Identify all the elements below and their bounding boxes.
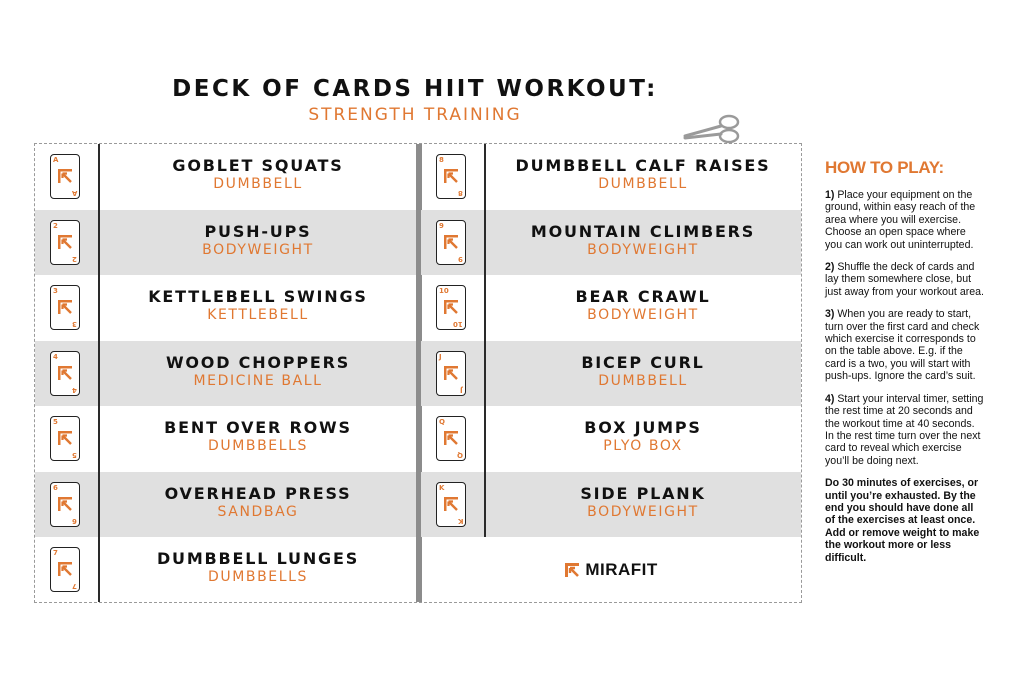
closing-note: Do 30 minutes of exercises, or until you’re exhausted. By the end you should have done all of the exercises at least once. Add or remove weight to make the workout more or less difficult.: [825, 477, 980, 564]
card-rank: 2: [53, 221, 58, 230]
table-row: [421, 406, 801, 472]
card-rank: K: [457, 516, 463, 525]
mirafit-mark-icon: [443, 234, 459, 250]
exercise-equipment: SANDBAG: [217, 503, 299, 520]
exercise-equipment: BODYWEIGHT: [587, 307, 699, 323]
exercise-equipment: DUMBBELLS: [207, 438, 309, 454]
exercise-name: MOUNTAIN CLIMBERS: [530, 221, 756, 241]
how-to-step: [825, 261, 985, 298]
exercise-equipment: BODYWEIGHT: [202, 241, 314, 258]
mirafit-mark-icon: [57, 561, 73, 577]
exercise-name: OVERHEAD PRESS: [164, 483, 352, 503]
card-rank: Q: [439, 418, 445, 426]
exercise-equipment: DUMBBELLS: [207, 569, 309, 585]
left-column: [35, 144, 417, 602]
exercise-equipment: DUMBBELL: [213, 176, 303, 192]
mirafit-mark-icon: [57, 168, 73, 184]
table-row: [35, 341, 417, 407]
card-rank: 3: [72, 320, 77, 328]
card-rank: 5: [53, 418, 58, 426]
exercise-equipment: MEDICINE BALL: [193, 372, 323, 389]
scissors-icon: [683, 112, 743, 146]
playing-card: [50, 154, 80, 199]
exercise-name: BEAR CRAWL: [575, 287, 711, 306]
mirafit-mark-icon: [57, 234, 73, 250]
playing-card: [436, 482, 466, 527]
exercise-equipment: BODYWEIGHT: [587, 503, 699, 520]
mirafit-mark-icon: [57, 299, 73, 315]
step-number: 4): [825, 392, 835, 405]
playing-card: [50, 482, 80, 527]
card-rank: 9: [458, 254, 463, 263]
step-text: Start your interval timer, setting the rest time at 20 seconds and the workout time at 40 seconds. In the rest time turn over the next card to reveal which exercise you’ll be doing next.: [825, 392, 984, 467]
exercise-name: BICEP CURL: [581, 352, 705, 372]
exercise-name: WOOD CHOPPERS: [165, 352, 351, 372]
table-row: [421, 144, 801, 210]
card-rank: K: [439, 483, 445, 492]
playing-card: [50, 547, 80, 592]
mirafit-mark-icon: [443, 299, 459, 315]
table-row: [35, 406, 417, 472]
step-number: 2): [825, 261, 835, 274]
card-rank: 7: [72, 582, 77, 590]
playing-card: [436, 154, 466, 199]
exercise-name: DUMBBELL LUNGES: [156, 549, 360, 568]
brand-logo: [421, 559, 801, 580]
playing-card: [50, 416, 80, 461]
exercise-name: PUSH-UPS: [204, 221, 312, 241]
mirafit-mark-icon: [57, 365, 73, 381]
card-rank: 6: [53, 483, 58, 492]
playing-card: [50, 351, 80, 396]
playing-card: [436, 351, 466, 396]
card-rank: 10: [439, 287, 449, 295]
card-rank: 7: [53, 549, 58, 557]
how-to-step: [825, 308, 985, 382]
table-row: [35, 275, 417, 341]
table-row: [35, 472, 417, 538]
card-rank: 9: [439, 221, 444, 230]
exercise-name: BENT OVER ROWS: [164, 418, 352, 437]
table-row: [35, 210, 417, 276]
table-row: [421, 210, 801, 276]
logo-text: MIRAFIT: [585, 559, 658, 579]
exercise-name: BOX JUMPS: [584, 418, 702, 437]
card-rank: 10: [453, 320, 463, 328]
table-row: [35, 144, 417, 210]
exercise-equipment: PLYO BOX: [603, 438, 683, 454]
table-row: [35, 537, 417, 603]
mirafit-mark-icon: [443, 430, 459, 446]
page-title: DECK OF CARDS HIIT WORKOUT:: [172, 76, 658, 102]
mirafit-mark-icon: [57, 496, 73, 512]
mirafit-mark-icon: [443, 168, 459, 184]
logo-row: [421, 537, 801, 603]
playing-card: [50, 285, 80, 330]
card-rank: A: [71, 189, 77, 197]
exercise-name: DUMBBELL CALF RAISES: [515, 156, 771, 175]
how-to-step: [825, 393, 985, 467]
how-to-step: [825, 189, 985, 251]
card-rank: 4: [53, 352, 58, 361]
table-row: [421, 472, 801, 538]
card-rank: 3: [53, 287, 58, 295]
card-rank: J: [439, 352, 442, 361]
step-number: 3): [825, 308, 835, 321]
mirafit-mark-icon: [57, 430, 73, 446]
page-subtitle: STRENGTH TRAINING: [308, 105, 522, 125]
step-text: Place your equipment on the ground, within easy reach of the area where you will exercise. Choose an open space where you can work out uninterrupted.: [825, 189, 976, 251]
step-text: When you are ready to start, turn over the first card and check which exercise it corresponds to on the table above. E.g. if the card is a two, you will start with push-ups. Ignore the card’s suit.: [825, 308, 980, 383]
exercise-equipment: DUMBBELL: [598, 372, 688, 389]
how-to-play: [825, 158, 985, 564]
card-rank: A: [53, 156, 59, 164]
mirafit-logo-icon: [564, 562, 580, 578]
exercise-equipment: BODYWEIGHT: [587, 241, 699, 258]
card-rank: 4: [72, 385, 77, 394]
how-to-title: HOW TO PLAY:: [825, 158, 944, 177]
card-rank: Q: [457, 451, 463, 459]
card-rank: J: [460, 385, 463, 394]
table-row: [421, 341, 801, 407]
exercise-name: GOBLET SQUATS: [172, 156, 344, 175]
card-rank: 5: [72, 451, 77, 459]
step-text: Shuffle the deck of cards and lay them somewhere close, but just away from your workout area.: [825, 261, 984, 298]
playing-card: [436, 416, 466, 461]
exercise-name: SIDE PLANK: [580, 483, 706, 503]
mirafit-mark-icon: [443, 365, 459, 381]
card-rank: 8: [458, 189, 463, 197]
step-number: 1): [825, 189, 835, 201]
table-row: [421, 275, 801, 341]
mirafit-mark-icon: [443, 496, 459, 512]
exercise-equipment: KETTLEBELL: [207, 307, 309, 323]
playing-card: [436, 285, 466, 330]
right-column: [421, 144, 801, 602]
exercise-name: KETTLEBELL SWINGS: [148, 287, 368, 306]
playing-card: [50, 220, 80, 265]
card-rank: 6: [72, 516, 77, 525]
exercise-table: [34, 143, 802, 603]
exercise-equipment: DUMBBELL: [598, 176, 688, 192]
card-rank: 8: [439, 156, 444, 164]
card-rank: 2: [72, 254, 77, 263]
playing-card: [436, 220, 466, 265]
